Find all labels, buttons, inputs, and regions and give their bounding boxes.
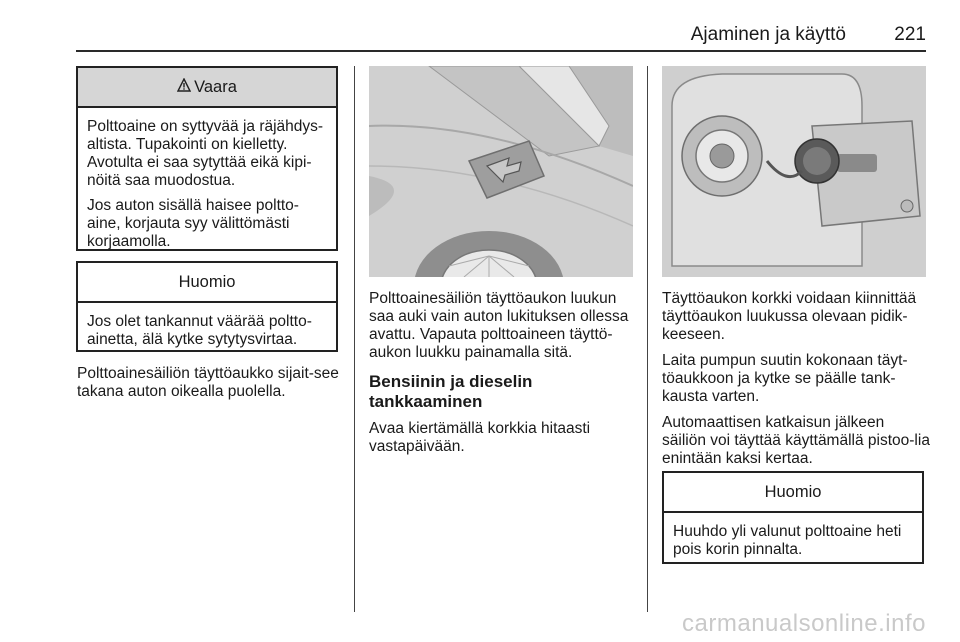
warning-paragraph-1: Polttoaine on syttyvää ja räjähdys-altista. Tupakointi on kielletty. Avotulta ei saa sytyttää eikä kipi-nöitä saa muodostua. — [87, 118, 324, 189]
note-box-2-text: Huuhdo yli valunut polttoaine heti pois korin pinnalta. — [673, 523, 902, 558]
warning-box — [76, 66, 338, 251]
note-box-2 — [662, 471, 924, 564]
cap-holder-paragraph: Täyttöaukon korkki voidaan kiinnittää täyttöaukon luukussa olevaan pidik-keeseen. — [662, 290, 917, 343]
page-number: 221 — [894, 24, 926, 45]
fuel-flap-caption: Polttoainesäiliön täyttöaukon luukun saa auki vain auton lukituksen ollessa avattu. Vapauta polttoaineen täyttö-aukon luukku painamalla sitä. — [369, 290, 629, 361]
note-box-1-heading: Huomio — [78, 263, 336, 303]
warning-paragraph-2: Jos auton sisällä haisee poltto-aine, korjauta syy välittömästi korjaamolla. — [87, 197, 299, 250]
watermark: carmanualsonline.info — [682, 610, 926, 637]
filler-location-paragraph: Polttoainesäiliön täyttöaukko sijait-see takana auton oikealla puolella. — [77, 365, 339, 400]
page-header — [76, 24, 926, 46]
column-2-text — [369, 290, 637, 464]
fuel-flap-illustration — [369, 66, 633, 277]
section-subheading — [369, 372, 637, 412]
chapter-title: Ajaminen ja käyttö — [690, 24, 846, 45]
note-box-2-heading: Huomio — [664, 473, 922, 513]
column-1-text — [77, 365, 347, 409]
subheading-line-2: tankkaaminen — [369, 392, 483, 411]
open-cap-paragraph: Avaa kiertämällä korkkia hitaasti vastapäivään. — [369, 420, 591, 455]
warning-triangle-icon — [177, 78, 191, 97]
warning-heading-text: Vaara — [194, 77, 237, 96]
column-divider-2 — [647, 66, 648, 612]
header-rule — [76, 50, 926, 52]
column-divider-1 — [354, 66, 355, 612]
warning-box-heading — [78, 68, 336, 108]
note-box-1-text: Jos olet tankannut väärää poltto-ainetta, älä kytke sytytysvirtaa. — [87, 313, 312, 348]
subheading-line-1: Bensiinin ja dieselin — [369, 372, 533, 391]
nozzle-paragraph: Laita pumpun suutin kokonaan täyt-töaukkoon ja kytke se päälle tank-kausta varten. — [662, 352, 908, 405]
auto-shutoff-paragraph: Automaattisen katkaisun jälkeen säiliön voi täyttää käyttämällä pistoo-lia enintään kaksi kertaa. — [662, 414, 930, 467]
fuel-cap-illustration — [662, 66, 926, 277]
column-3-text — [662, 290, 932, 476]
note-box-1 — [76, 261, 338, 352]
